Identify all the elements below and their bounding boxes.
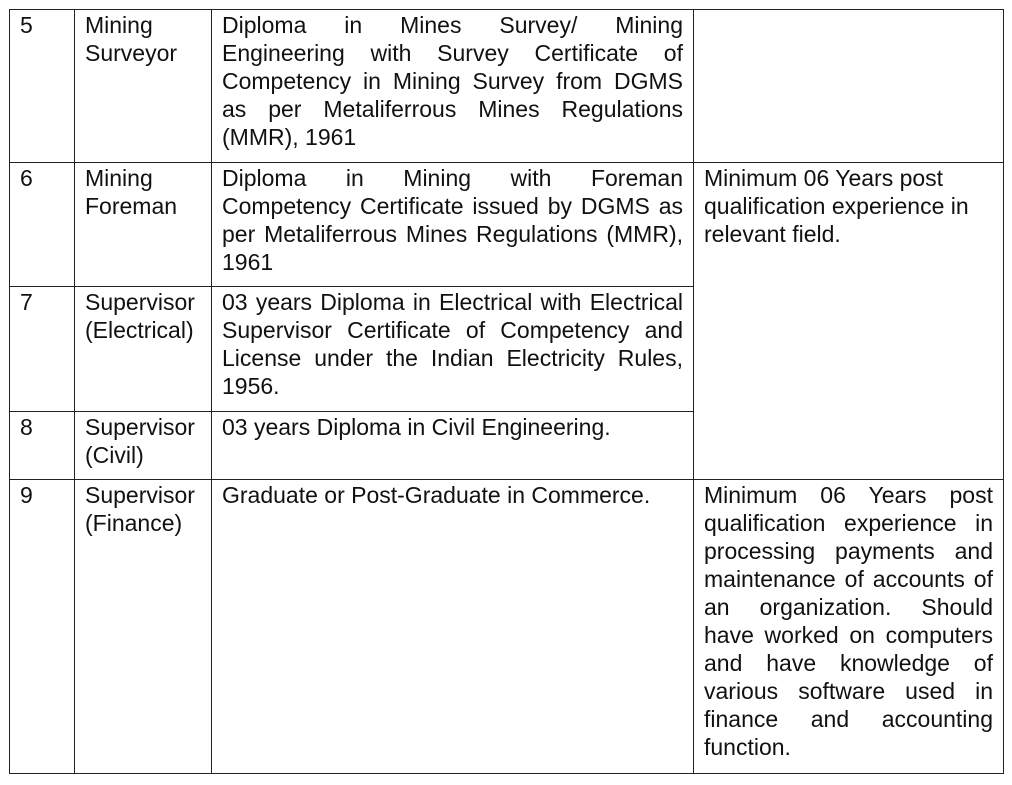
- qualification-cell: 03 years Diploma in Electrical with Electrical Supervisor Certificate of Competency and License under the Indian Electricity Rules, 1956.: [212, 287, 694, 412]
- table-row: [10, 480, 1004, 774]
- qualification-table: [9, 9, 1004, 774]
- experience-cell: [694, 10, 1004, 163]
- qualification-cell: 03 years Diploma in Civil Engineering.: [212, 412, 694, 480]
- post-name: Supervisor (Electrical): [75, 287, 212, 412]
- qualification-cell: Diploma in Mining with Foreman Competency Certificate issued by DGMS as per Metaliferrous Mines Regulations (MMR), 1961: [212, 163, 694, 287]
- experience-cell: Minimum 06 Years post qualification experience in processing payments and maintenance of accounts of an organization. Should have worked on computers and have knowledge of various software used in finance and accounting function.: [694, 480, 1004, 774]
- shared-experience-cell: Minimum 06 Years post qualification experience in relevant field.: [694, 163, 1004, 480]
- qualification-cell: Diploma in Mines Survey/ Mining Engineering with Survey Certificate of Competency in Mining Survey from DGMS as per Metaliferrous Mines Regulations (MMR), 1961: [212, 10, 694, 163]
- serial-number: 7: [10, 287, 75, 412]
- serial-number: 8: [10, 412, 75, 480]
- serial-number: 6: [10, 163, 75, 287]
- table-row: [10, 163, 1004, 287]
- table-row: [10, 10, 1004, 163]
- post-name: Mining Foreman: [75, 163, 212, 287]
- post-name: Supervisor (Civil): [75, 412, 212, 480]
- serial-number: 9: [10, 480, 75, 774]
- qualification-cell: Graduate or Post-Graduate in Commerce.: [212, 480, 694, 774]
- serial-number: 5: [10, 10, 75, 163]
- post-name: Mining Surveyor: [75, 10, 212, 163]
- post-name: Supervisor (Finance): [75, 480, 212, 774]
